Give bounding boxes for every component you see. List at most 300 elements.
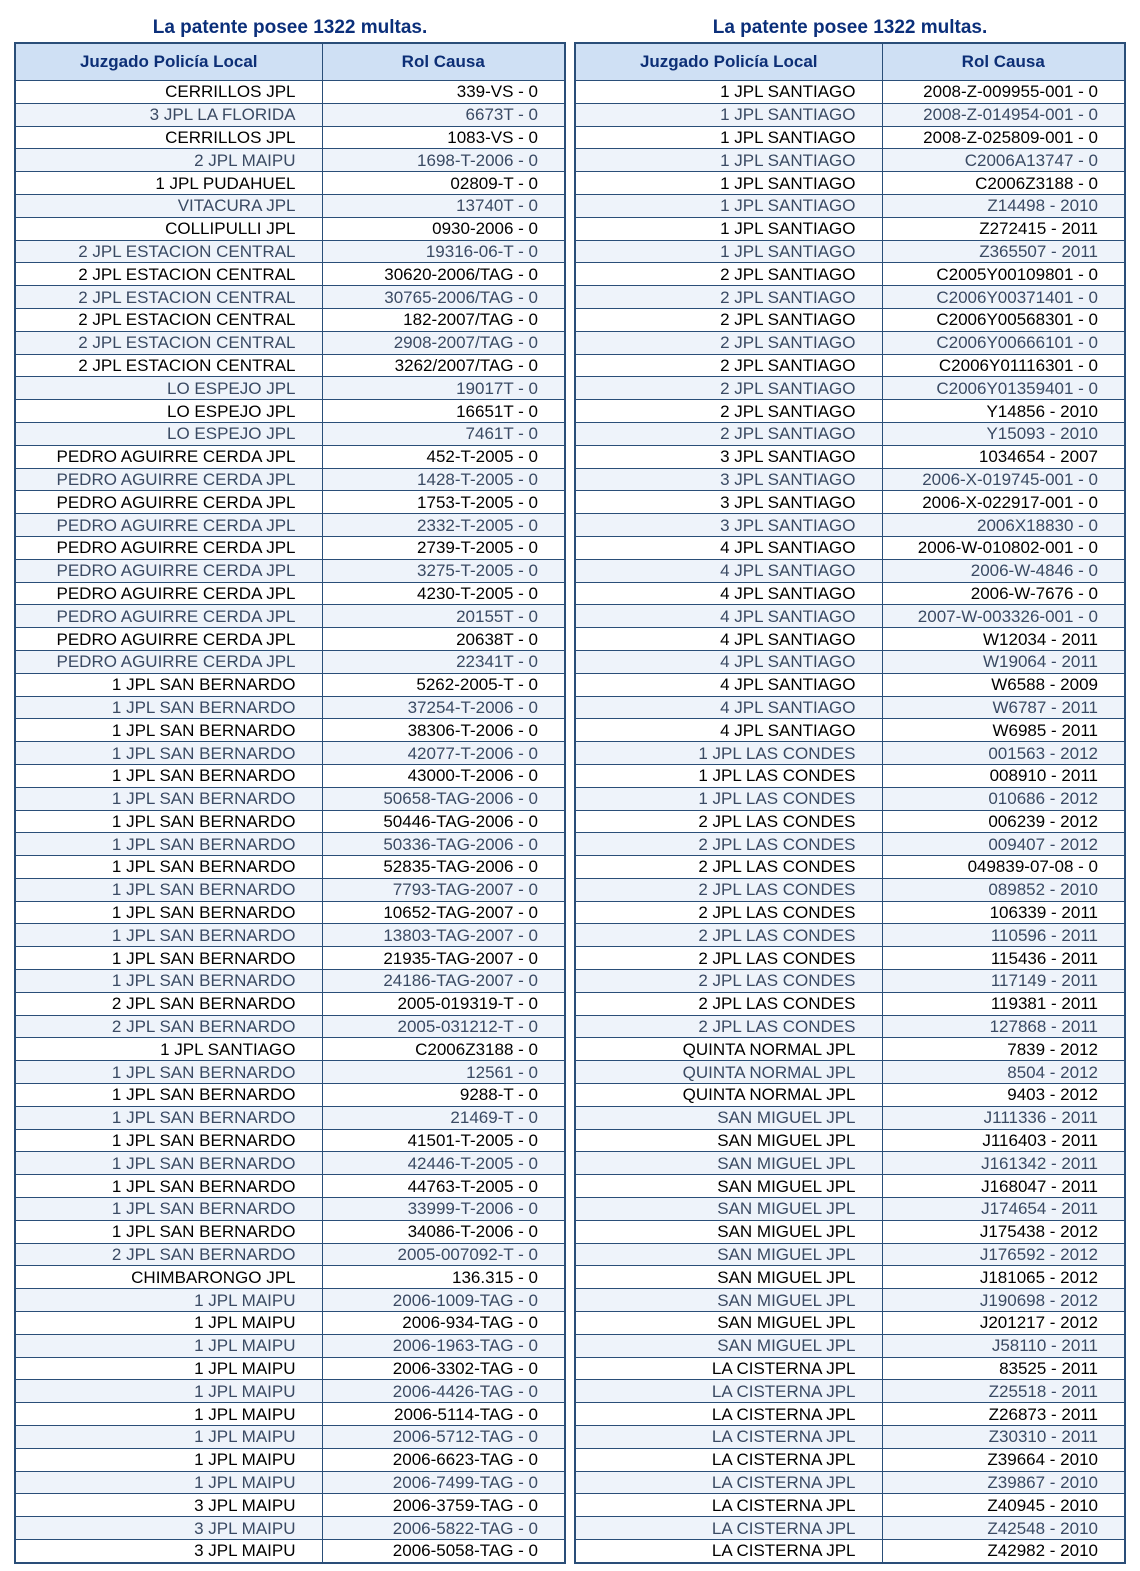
table-row bbox=[15, 833, 565, 856]
table-row bbox=[575, 1312, 1125, 1335]
case-role-cell: 21469-T - 0 bbox=[322, 1106, 565, 1129]
table-row bbox=[15, 217, 565, 240]
table-row bbox=[575, 559, 1125, 582]
table-row bbox=[575, 445, 1125, 468]
table-row bbox=[575, 1175, 1125, 1198]
court-name-cell: 3 JPL MAIPU bbox=[15, 1540, 322, 1563]
court-name-cell: 1 JPL SAN BERNARDO bbox=[15, 833, 322, 856]
table-row bbox=[575, 491, 1125, 514]
case-role-cell: 127868 - 2011 bbox=[882, 1015, 1125, 1038]
court-name-cell: 1 JPL SAN BERNARDO bbox=[15, 719, 322, 742]
case-role-cell: 2332-T-2005 - 0 bbox=[322, 514, 565, 537]
table-row bbox=[575, 331, 1125, 354]
case-role-cell: 2739-T-2005 - 0 bbox=[322, 536, 565, 559]
case-role-cell: 50336-TAG-2006 - 0 bbox=[322, 833, 565, 856]
table-row bbox=[575, 240, 1125, 263]
court-name-cell: 1 JPL MAIPU bbox=[15, 1403, 322, 1426]
table-row bbox=[15, 947, 565, 970]
court-name-cell: 3 JPL SANTIAGO bbox=[575, 491, 882, 514]
table-row bbox=[575, 1471, 1125, 1494]
court-name-cell: 4 JPL SANTIAGO bbox=[575, 605, 882, 628]
court-name-cell: SAN MIGUEL JPL bbox=[575, 1334, 882, 1357]
table-row bbox=[15, 696, 565, 719]
table-row bbox=[575, 582, 1125, 605]
court-name-cell: 1 JPL SAN BERNARDO bbox=[15, 673, 322, 696]
table-row bbox=[15, 1289, 565, 1312]
case-role-cell: 2908-2007/TAG - 0 bbox=[322, 331, 565, 354]
court-name-cell: PEDRO AGUIRRE CERDA JPL bbox=[15, 514, 322, 537]
case-role-cell: 2006-3759-TAG - 0 bbox=[322, 1494, 565, 1517]
case-role-cell: 8504 - 2012 bbox=[882, 1061, 1125, 1084]
case-role-cell: 37254-T-2006 - 0 bbox=[322, 696, 565, 719]
case-role-cell: C2006Y01359401 - 0 bbox=[882, 377, 1125, 400]
court-name-cell: 3 JPL LA FLORIDA bbox=[15, 103, 322, 126]
case-role-cell: Z39664 - 2010 bbox=[882, 1448, 1125, 1471]
case-role-cell: Z14498 - 2010 bbox=[882, 194, 1125, 217]
table-row bbox=[575, 605, 1125, 628]
table-row bbox=[15, 1380, 565, 1403]
table-row bbox=[575, 924, 1125, 947]
table-row bbox=[15, 103, 565, 126]
court-name-cell: SAN MIGUEL JPL bbox=[575, 1175, 882, 1198]
table-row bbox=[575, 263, 1125, 286]
court-name-cell: 1 JPL SAN BERNARDO bbox=[15, 1198, 322, 1221]
case-role-cell: 0930-2006 - 0 bbox=[322, 217, 565, 240]
table-row bbox=[575, 103, 1125, 126]
table-row bbox=[575, 901, 1125, 924]
case-role-cell: J58110 - 2011 bbox=[882, 1334, 1125, 1357]
case-role-cell: 42446-T-2005 - 0 bbox=[322, 1152, 565, 1175]
court-name-cell: 2 JPL SAN BERNARDO bbox=[15, 1243, 322, 1266]
case-role-cell: 2008-Z-014954-001 - 0 bbox=[882, 103, 1125, 126]
court-name-cell: 2 JPL SANTIAGO bbox=[575, 286, 882, 309]
table-row bbox=[575, 1061, 1125, 1084]
court-name-cell: PEDRO AGUIRRE CERDA JPL bbox=[15, 445, 322, 468]
court-name-cell: QUINTA NORMAL JPL bbox=[575, 1061, 882, 1084]
column-header-rol-causa: Rol Causa bbox=[322, 43, 565, 81]
case-role-cell: J176592 - 2012 bbox=[882, 1243, 1125, 1266]
case-role-cell: 42077-T-2006 - 0 bbox=[322, 742, 565, 765]
court-name-cell: 1 JPL SANTIAGO bbox=[575, 240, 882, 263]
case-role-cell: 30765-2006/TAG - 0 bbox=[322, 286, 565, 309]
court-name-cell: 2 JPL ESTACION CENTRAL bbox=[15, 263, 322, 286]
table-row bbox=[15, 263, 565, 286]
table-row bbox=[15, 1175, 565, 1198]
court-name-cell: 1 JPL SAN BERNARDO bbox=[15, 696, 322, 719]
case-role-cell: 52835-TAG-2006 - 0 bbox=[322, 856, 565, 879]
case-role-cell: 452-T-2005 - 0 bbox=[322, 445, 565, 468]
case-role-cell: C2005Y00109801 - 0 bbox=[882, 263, 1125, 286]
case-role-cell: 2005-031212-T - 0 bbox=[322, 1015, 565, 1038]
court-name-cell: 2 JPL LAS CONDES bbox=[575, 833, 882, 856]
court-name-cell: 2 JPL SANTIAGO bbox=[575, 377, 882, 400]
case-role-cell: C2006Y00568301 - 0 bbox=[882, 308, 1125, 331]
fines-table-body bbox=[575, 81, 1125, 1563]
case-role-cell: 10652-TAG-2007 - 0 bbox=[322, 901, 565, 924]
case-role-cell: 83525 - 2011 bbox=[882, 1357, 1125, 1380]
case-role-cell: Z25518 - 2011 bbox=[882, 1380, 1125, 1403]
case-role-cell: J111336 - 2011 bbox=[882, 1106, 1125, 1129]
court-name-cell: 2 JPL LAS CONDES bbox=[575, 947, 882, 970]
court-name-cell: 4 JPL SANTIAGO bbox=[575, 719, 882, 742]
table-row bbox=[575, 947, 1125, 970]
case-role-cell: 30620-2006/TAG - 0 bbox=[322, 263, 565, 286]
court-name-cell: 2 JPL LAS CONDES bbox=[575, 970, 882, 993]
court-name-cell: SAN MIGUEL JPL bbox=[575, 1152, 882, 1175]
court-name-cell: 3 JPL SANTIAGO bbox=[575, 468, 882, 491]
table-row bbox=[575, 217, 1125, 240]
case-role-cell: Z272415 - 2011 bbox=[882, 217, 1125, 240]
case-role-cell: W19064 - 2011 bbox=[882, 650, 1125, 673]
court-name-cell: 3 JPL SANTIAGO bbox=[575, 445, 882, 468]
case-role-cell: 20638T - 0 bbox=[322, 628, 565, 651]
table-row bbox=[15, 764, 565, 787]
fines-table bbox=[14, 42, 566, 1564]
table-row bbox=[15, 1220, 565, 1243]
court-name-cell: 1 JPL MAIPU bbox=[15, 1312, 322, 1335]
case-role-cell: 106339 - 2011 bbox=[882, 901, 1125, 924]
case-role-cell: Y14856 - 2010 bbox=[882, 400, 1125, 423]
table-row bbox=[15, 1334, 565, 1357]
table-row bbox=[15, 856, 565, 879]
case-role-cell: 010686 - 2012 bbox=[882, 787, 1125, 810]
court-name-cell: LA CISTERNA JPL bbox=[575, 1448, 882, 1471]
case-role-cell: 33999-T-2006 - 0 bbox=[322, 1198, 565, 1221]
table-row bbox=[15, 536, 565, 559]
case-role-cell: 2006-W-010802-001 - 0 bbox=[882, 536, 1125, 559]
case-role-cell: 2006-1963-TAG - 0 bbox=[322, 1334, 565, 1357]
case-role-cell: 136.315 - 0 bbox=[322, 1266, 565, 1289]
case-role-cell: 2008-Z-009955-001 - 0 bbox=[882, 81, 1125, 104]
court-name-cell: LA CISTERNA JPL bbox=[575, 1540, 882, 1563]
case-role-cell: 2007-W-003326-001 - 0 bbox=[882, 605, 1125, 628]
court-name-cell: 2 JPL SANTIAGO bbox=[575, 263, 882, 286]
table-row bbox=[15, 901, 565, 924]
court-name-cell: 2 JPL LAS CONDES bbox=[575, 810, 882, 833]
table-row bbox=[15, 1494, 565, 1517]
court-name-cell: 1 JPL SAN BERNARDO bbox=[15, 787, 322, 810]
case-role-cell: 2006-7499-TAG - 0 bbox=[322, 1471, 565, 1494]
case-role-cell: 2005-019319-T - 0 bbox=[322, 992, 565, 1015]
table-row bbox=[15, 673, 565, 696]
table-row bbox=[575, 400, 1125, 423]
case-role-cell: Z42982 - 2010 bbox=[882, 1540, 1125, 1563]
case-role-cell: C2006Y01116301 - 0 bbox=[882, 354, 1125, 377]
case-role-cell: 3275-T-2005 - 0 bbox=[322, 559, 565, 582]
court-name-cell: 3 JPL MAIPU bbox=[15, 1517, 322, 1540]
court-name-cell: SAN MIGUEL JPL bbox=[575, 1220, 882, 1243]
case-role-cell: 13740T - 0 bbox=[322, 194, 565, 217]
case-role-cell: 1698-T-2006 - 0 bbox=[322, 149, 565, 172]
table-row bbox=[15, 308, 565, 331]
table-row bbox=[575, 536, 1125, 559]
court-name-cell: 1 JPL LAS CONDES bbox=[575, 764, 882, 787]
table-row bbox=[575, 1357, 1125, 1380]
case-role-cell: Z39867 - 2010 bbox=[882, 1471, 1125, 1494]
table-row bbox=[15, 1266, 565, 1289]
column-header-rol-causa: Rol Causa bbox=[882, 43, 1125, 81]
court-name-cell: QUINTA NORMAL JPL bbox=[575, 1038, 882, 1061]
fines-count-caption: La patente posee 1322 multas. bbox=[152, 17, 428, 38]
table-row bbox=[15, 194, 565, 217]
case-role-cell: J168047 - 2011 bbox=[882, 1175, 1125, 1198]
case-role-cell: 117149 - 2011 bbox=[882, 970, 1125, 993]
court-name-cell: LO ESPEJO JPL bbox=[15, 422, 322, 445]
table-row bbox=[15, 1243, 565, 1266]
case-role-cell: 2006-W-7676 - 0 bbox=[882, 582, 1125, 605]
case-role-cell: 2006-5058-TAG - 0 bbox=[322, 1540, 565, 1563]
case-role-cell: 2006-5114-TAG - 0 bbox=[322, 1403, 565, 1426]
table-row bbox=[15, 1061, 565, 1084]
table-row bbox=[15, 878, 565, 901]
table-row bbox=[15, 742, 565, 765]
court-name-cell: 2 JPL MAIPU bbox=[15, 149, 322, 172]
case-role-cell: 2006-4426-TAG - 0 bbox=[322, 1380, 565, 1403]
case-role-cell: 9403 - 2012 bbox=[882, 1084, 1125, 1107]
case-role-cell: Z365507 - 2011 bbox=[882, 240, 1125, 263]
case-role-cell: 2006-5822-TAG - 0 bbox=[322, 1517, 565, 1540]
court-name-cell: LA CISTERNA JPL bbox=[575, 1357, 882, 1380]
court-name-cell: 3 JPL MAIPU bbox=[15, 1494, 322, 1517]
table-row bbox=[15, 354, 565, 377]
case-role-cell: J161342 - 2011 bbox=[882, 1152, 1125, 1175]
court-name-cell: COLLIPULLI JPL bbox=[15, 217, 322, 240]
court-name-cell: 1 JPL MAIPU bbox=[15, 1380, 322, 1403]
table-row bbox=[575, 696, 1125, 719]
case-role-cell: 3262/2007/TAG - 0 bbox=[322, 354, 565, 377]
court-name-cell: 1 JPL SAN BERNARDO bbox=[15, 1220, 322, 1243]
court-name-cell: SAN MIGUEL JPL bbox=[575, 1266, 882, 1289]
table-row bbox=[575, 833, 1125, 856]
case-role-cell: 19316-06-T - 0 bbox=[322, 240, 565, 263]
case-role-cell: 110596 - 2011 bbox=[882, 924, 1125, 947]
court-name-cell: 1 JPL MAIPU bbox=[15, 1448, 322, 1471]
court-name-cell: CERRILLOS JPL bbox=[15, 126, 322, 149]
table-row bbox=[15, 1426, 565, 1449]
court-name-cell: 1 JPL LAS CONDES bbox=[575, 742, 882, 765]
court-name-cell: 2 JPL LAS CONDES bbox=[575, 992, 882, 1015]
table-row bbox=[575, 1015, 1125, 1038]
case-role-cell: 9288-T - 0 bbox=[322, 1084, 565, 1107]
case-role-cell: 049839-07-08 - 0 bbox=[882, 856, 1125, 879]
table-row bbox=[15, 1357, 565, 1380]
table-row bbox=[15, 992, 565, 1015]
court-name-cell: SAN MIGUEL JPL bbox=[575, 1106, 882, 1129]
table-row bbox=[15, 286, 565, 309]
table-row bbox=[15, 582, 565, 605]
table-row bbox=[575, 1426, 1125, 1449]
table-row bbox=[15, 1471, 565, 1494]
court-name-cell: 4 JPL SANTIAGO bbox=[575, 650, 882, 673]
case-role-cell: 2006-5712-TAG - 0 bbox=[322, 1426, 565, 1449]
case-role-cell: C2006A13747 - 0 bbox=[882, 149, 1125, 172]
case-role-cell: W6985 - 2011 bbox=[882, 719, 1125, 742]
court-name-cell: 2 JPL SANTIAGO bbox=[575, 331, 882, 354]
table-row bbox=[575, 172, 1125, 195]
court-name-cell: 1 JPL SAN BERNARDO bbox=[15, 1152, 322, 1175]
column-header-juzgado: Juzgado Policía Local bbox=[575, 43, 882, 81]
case-role-cell: J175438 - 2012 bbox=[882, 1220, 1125, 1243]
table-row bbox=[575, 1289, 1125, 1312]
table-row bbox=[575, 1038, 1125, 1061]
court-name-cell: 4 JPL SANTIAGO bbox=[575, 628, 882, 651]
court-name-cell: 2 JPL ESTACION CENTRAL bbox=[15, 331, 322, 354]
court-name-cell: 2 JPL SANTIAGO bbox=[575, 422, 882, 445]
court-name-cell: 1 JPL SAN BERNARDO bbox=[15, 1084, 322, 1107]
court-name-cell: SAN MIGUEL JPL bbox=[575, 1312, 882, 1335]
case-role-cell: 006239 - 2012 bbox=[882, 810, 1125, 833]
case-role-cell: W12034 - 2011 bbox=[882, 628, 1125, 651]
case-role-cell: 2006-3302-TAG - 0 bbox=[322, 1357, 565, 1380]
table-row bbox=[15, 1517, 565, 1540]
table-row bbox=[15, 468, 565, 491]
court-name-cell: 1 JPL SAN BERNARDO bbox=[15, 764, 322, 787]
case-role-cell: 7793-TAG-2007 - 0 bbox=[322, 878, 565, 901]
column-header-juzgado: Juzgado Policía Local bbox=[15, 43, 322, 81]
table-row bbox=[15, 422, 565, 445]
case-role-cell: 43000-T-2006 - 0 bbox=[322, 764, 565, 787]
table-row bbox=[575, 787, 1125, 810]
court-name-cell: 1 JPL MAIPU bbox=[15, 1426, 322, 1449]
court-name-cell: CERRILLOS JPL bbox=[15, 81, 322, 104]
court-name-cell: 1 JPL SAN BERNARDO bbox=[15, 1175, 322, 1198]
case-role-cell: 2006-6623-TAG - 0 bbox=[322, 1448, 565, 1471]
court-name-cell: LA CISTERNA JPL bbox=[575, 1380, 882, 1403]
court-name-cell: 1 JPL SAN BERNARDO bbox=[15, 970, 322, 993]
case-role-cell: 19017T - 0 bbox=[322, 377, 565, 400]
case-role-cell: 13803-TAG-2007 - 0 bbox=[322, 924, 565, 947]
court-name-cell: 1 JPL SANTIAGO bbox=[575, 149, 882, 172]
table-row bbox=[15, 1403, 565, 1426]
case-role-cell: Z42548 - 2010 bbox=[882, 1517, 1125, 1540]
table-row bbox=[575, 856, 1125, 879]
case-role-cell: Y15093 - 2010 bbox=[882, 422, 1125, 445]
case-role-cell: 41501-T-2005 - 0 bbox=[322, 1129, 565, 1152]
court-name-cell: 2 JPL SANTIAGO bbox=[575, 400, 882, 423]
court-name-cell: 2 JPL ESTACION CENTRAL bbox=[15, 286, 322, 309]
court-name-cell: SAN MIGUEL JPL bbox=[575, 1129, 882, 1152]
court-name-cell: 2 JPL LAS CONDES bbox=[575, 856, 882, 879]
court-name-cell: 1 JPL SANTIAGO bbox=[15, 1038, 322, 1061]
court-name-cell: 2 JPL ESTACION CENTRAL bbox=[15, 308, 322, 331]
table-row bbox=[15, 1106, 565, 1129]
table-row bbox=[575, 1129, 1125, 1152]
court-name-cell: CHIMBARONGO JPL bbox=[15, 1266, 322, 1289]
case-role-cell: 7839 - 2012 bbox=[882, 1038, 1125, 1061]
table-row bbox=[575, 719, 1125, 742]
table-row bbox=[575, 1198, 1125, 1221]
table-row bbox=[575, 970, 1125, 993]
court-name-cell: 1 JPL MAIPU bbox=[15, 1357, 322, 1380]
fines-table-body bbox=[15, 81, 565, 1563]
case-role-cell: 2006X18830 - 0 bbox=[882, 514, 1125, 537]
court-name-cell: SAN MIGUEL JPL bbox=[575, 1289, 882, 1312]
court-name-cell: PEDRO AGUIRRE CERDA JPL bbox=[15, 491, 322, 514]
table-row bbox=[575, 673, 1125, 696]
court-name-cell: SAN MIGUEL JPL bbox=[575, 1198, 882, 1221]
table-row bbox=[15, 1129, 565, 1152]
case-role-cell: W6787 - 2011 bbox=[882, 696, 1125, 719]
case-role-cell: C2006Z3188 - 0 bbox=[882, 172, 1125, 195]
court-name-cell: PEDRO AGUIRRE CERDA JPL bbox=[15, 559, 322, 582]
table-row bbox=[575, 81, 1125, 104]
table-row bbox=[15, 924, 565, 947]
court-name-cell: 1 JPL SANTIAGO bbox=[575, 194, 882, 217]
table-row bbox=[15, 149, 565, 172]
table-row bbox=[575, 650, 1125, 673]
case-role-cell: 22341T - 0 bbox=[322, 650, 565, 673]
court-name-cell: 1 JPL SAN BERNARDO bbox=[15, 901, 322, 924]
court-name-cell: PEDRO AGUIRRE CERDA JPL bbox=[15, 468, 322, 491]
right-fines-panel bbox=[574, 14, 1126, 1564]
case-role-cell: 2008-Z-025809-001 - 0 bbox=[882, 126, 1125, 149]
table-row bbox=[575, 1106, 1125, 1129]
table-row bbox=[575, 126, 1125, 149]
court-name-cell: LA CISTERNA JPL bbox=[575, 1426, 882, 1449]
table-row bbox=[15, 1540, 565, 1563]
case-role-cell: 1428-T-2005 - 0 bbox=[322, 468, 565, 491]
table-row bbox=[575, 1334, 1125, 1357]
case-role-cell: 119381 - 2011 bbox=[882, 992, 1125, 1015]
fines-count-caption: La patente posee 1322 multas. bbox=[712, 17, 988, 38]
court-name-cell: 1 JPL SANTIAGO bbox=[575, 103, 882, 126]
court-name-cell: 1 JPL MAIPU bbox=[15, 1289, 322, 1312]
court-name-cell: LA CISTERNA JPL bbox=[575, 1403, 882, 1426]
court-name-cell: 2 JPL SANTIAGO bbox=[575, 308, 882, 331]
case-role-cell: J181065 - 2012 bbox=[882, 1266, 1125, 1289]
court-name-cell: 4 JPL SANTIAGO bbox=[575, 536, 882, 559]
table-row bbox=[15, 240, 565, 263]
court-name-cell: 1 JPL SAN BERNARDO bbox=[15, 878, 322, 901]
table-row bbox=[15, 1038, 565, 1061]
case-role-cell: 50658-TAG-2006 - 0 bbox=[322, 787, 565, 810]
table-header-row bbox=[15, 43, 565, 81]
case-role-cell: 4230-T-2005 - 0 bbox=[322, 582, 565, 605]
court-name-cell: LA CISTERNA JPL bbox=[575, 1494, 882, 1517]
table-row bbox=[575, 354, 1125, 377]
table-row bbox=[575, 628, 1125, 651]
court-name-cell: 4 JPL SANTIAGO bbox=[575, 582, 882, 605]
case-role-cell: 20155T - 0 bbox=[322, 605, 565, 628]
case-role-cell: 182-2007/TAG - 0 bbox=[322, 308, 565, 331]
table-row bbox=[15, 1015, 565, 1038]
table-row bbox=[575, 810, 1125, 833]
table-row bbox=[575, 422, 1125, 445]
case-role-cell: 5262-2005-T - 0 bbox=[322, 673, 565, 696]
case-role-cell: 115436 - 2011 bbox=[882, 947, 1125, 970]
court-name-cell: 1 JPL SAN BERNARDO bbox=[15, 924, 322, 947]
court-name-cell: 4 JPL SANTIAGO bbox=[575, 559, 882, 582]
table-row bbox=[15, 1312, 565, 1335]
court-name-cell: LO ESPEJO JPL bbox=[15, 377, 322, 400]
table-row bbox=[15, 1152, 565, 1175]
court-name-cell: 1 JPL SANTIAGO bbox=[575, 217, 882, 240]
table-row bbox=[15, 1084, 565, 1107]
table-row bbox=[15, 377, 565, 400]
court-name-cell: 1 JPL SAN BERNARDO bbox=[15, 1129, 322, 1152]
table-row bbox=[15, 650, 565, 673]
court-name-cell: 2 JPL ESTACION CENTRAL bbox=[15, 240, 322, 263]
court-name-cell: 1 JPL SAN BERNARDO bbox=[15, 947, 322, 970]
court-name-cell: 1 JPL MAIPU bbox=[15, 1471, 322, 1494]
case-role-cell: 24186-TAG-2007 - 0 bbox=[322, 970, 565, 993]
table-row bbox=[575, 1243, 1125, 1266]
case-role-cell: J190698 - 2012 bbox=[882, 1289, 1125, 1312]
case-role-cell: C2006Y00666101 - 0 bbox=[882, 331, 1125, 354]
case-role-cell: 02809-T - 0 bbox=[322, 172, 565, 195]
case-role-cell: 001563 - 2012 bbox=[882, 742, 1125, 765]
court-name-cell: 2 JPL ESTACION CENTRAL bbox=[15, 354, 322, 377]
